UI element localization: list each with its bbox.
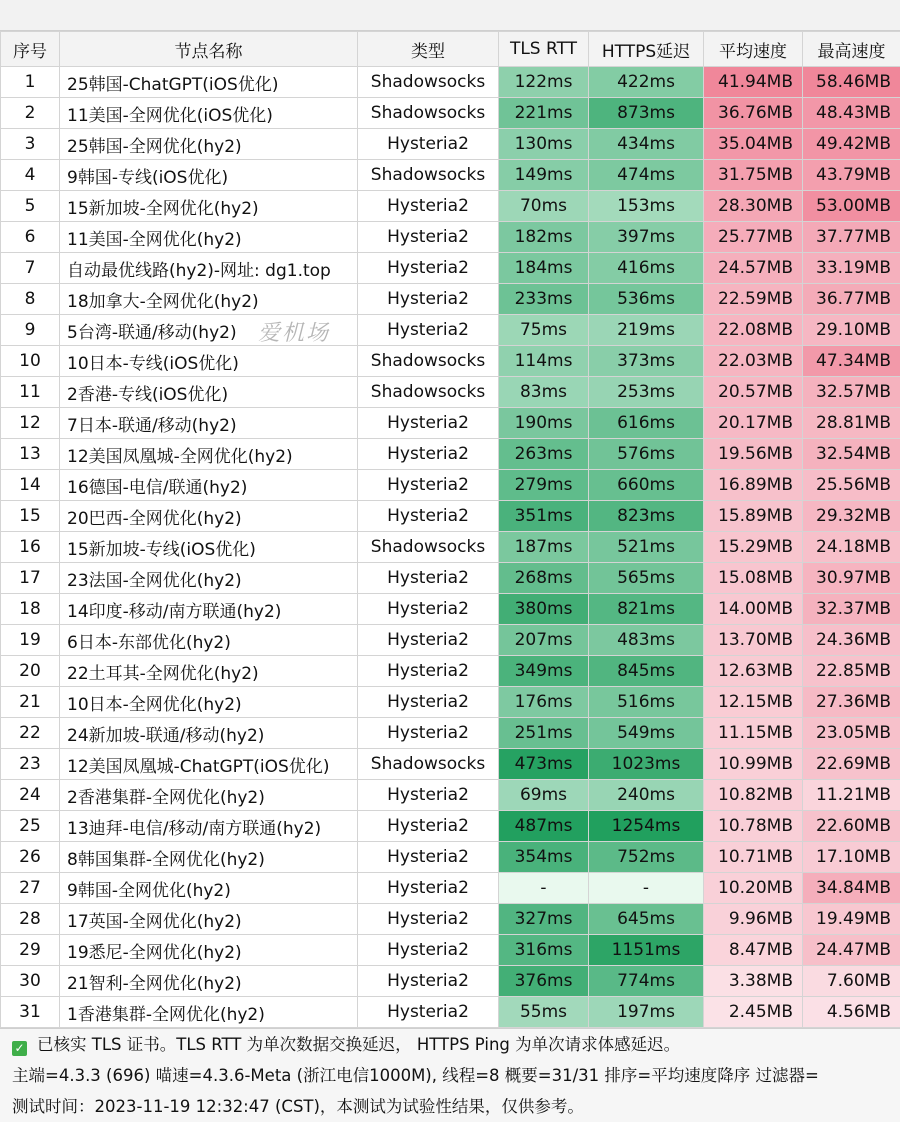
table-row — [1, 966, 900, 997]
tls-rtt-cell: - — [499, 873, 589, 904]
max-speed-cell: 33.19MB — [803, 253, 900, 284]
node-type: Hysteria2 — [358, 656, 499, 687]
node-index: 10 — [1, 346, 60, 377]
avg-speed-cell: 2.45MB — [704, 997, 803, 1028]
header-name: 节点名称 — [60, 32, 358, 67]
tls-rtt-cell: 190ms — [499, 408, 589, 439]
avg-speed-cell: 10.99MB — [704, 749, 803, 780]
node-type: Hysteria2 — [358, 935, 499, 966]
max-speed-cell: 19.49MB — [803, 904, 900, 935]
header-type: 类型 — [358, 32, 499, 67]
tls-rtt-cell: 279ms — [499, 470, 589, 501]
max-speed-cell: 34.84MB — [803, 873, 900, 904]
https-latency-cell: 1151ms — [589, 935, 704, 966]
tls-rtt-cell: 487ms — [499, 811, 589, 842]
https-latency-cell: 240ms — [589, 780, 704, 811]
table-body — [1, 67, 900, 1028]
node-type: Hysteria2 — [358, 470, 499, 501]
avg-speed-cell: 15.08MB — [704, 563, 803, 594]
node-index: 26 — [1, 842, 60, 873]
max-speed-cell: 49.42MB — [803, 129, 900, 160]
table-row — [1, 346, 900, 377]
https-latency-cell: 521ms — [589, 532, 704, 563]
node-name: 10日本-全网优化(hy2) — [60, 687, 358, 718]
tls-rtt-cell: 251ms — [499, 718, 589, 749]
tls-rtt-cell: 83ms — [499, 377, 589, 408]
node-type: Shadowsocks — [358, 749, 499, 780]
https-latency-cell: 576ms — [589, 439, 704, 470]
max-speed-cell: 32.54MB — [803, 439, 900, 470]
table-row — [1, 873, 900, 904]
node-type: Hysteria2 — [358, 191, 499, 222]
node-type: Hysteria2 — [358, 966, 499, 997]
https-latency-cell: 397ms — [589, 222, 704, 253]
tls-rtt-cell: 473ms — [499, 749, 589, 780]
node-name: 6日本-东部优化(hy2) — [60, 625, 358, 656]
avg-speed-cell: 22.03MB — [704, 346, 803, 377]
header-max-speed: 最高速度 — [803, 32, 900, 67]
node-index: 17 — [1, 563, 60, 594]
node-index: 27 — [1, 873, 60, 904]
node-type: Hysteria2 — [358, 563, 499, 594]
node-index: 2 — [1, 98, 60, 129]
tls-rtt-cell: 130ms — [499, 129, 589, 160]
avg-speed-cell: 12.15MB — [704, 687, 803, 718]
header-https-latency: HTTPS延迟 — [589, 32, 704, 67]
node-index: 23 — [1, 749, 60, 780]
max-speed-cell: 58.46MB — [803, 67, 900, 98]
node-name: 12美国凤凰城-全网优化(hy2) — [60, 439, 358, 470]
node-name: 5台湾-联通/移动(hy2) — [60, 315, 358, 346]
node-type: Hysteria2 — [358, 501, 499, 532]
node-type: Hysteria2 — [358, 687, 499, 718]
node-type: Hysteria2 — [358, 222, 499, 253]
table-row — [1, 563, 900, 594]
node-type: Shadowsocks — [358, 98, 499, 129]
node-name: 8韩国集群-全网优化(hy2) — [60, 842, 358, 873]
node-type: Hysteria2 — [358, 842, 499, 873]
node-name: 13迪拜-电信/移动/南方联通(hy2) — [60, 811, 358, 842]
node-type: Hysteria2 — [358, 811, 499, 842]
tls-rtt-cell: 182ms — [499, 222, 589, 253]
node-index: 29 — [1, 935, 60, 966]
max-speed-cell: 28.81MB — [803, 408, 900, 439]
node-index: 4 — [1, 160, 60, 191]
node-name: 10日本-专线(iOS优化) — [60, 346, 358, 377]
tls-rtt-cell: 176ms — [499, 687, 589, 718]
header-avg-speed: 平均速度 — [704, 32, 803, 67]
https-latency-cell: 752ms — [589, 842, 704, 873]
node-type: Hysteria2 — [358, 594, 499, 625]
table-row — [1, 687, 900, 718]
avg-speed-cell: 9.96MB — [704, 904, 803, 935]
tls-rtt-cell: 263ms — [499, 439, 589, 470]
node-type: Shadowsocks — [358, 377, 499, 408]
tls-rtt-cell: 55ms — [499, 997, 589, 1028]
tls-rtt-cell: 149ms — [499, 160, 589, 191]
table-row — [1, 501, 900, 532]
node-index: 7 — [1, 253, 60, 284]
max-speed-cell: 43.79MB — [803, 160, 900, 191]
table-row — [1, 625, 900, 656]
node-index: 12 — [1, 408, 60, 439]
node-name: 22土耳其-全网优化(hy2) — [60, 656, 358, 687]
watermark: 爱机场 — [258, 316, 330, 347]
table-row — [1, 935, 900, 966]
tls-rtt-cell: 114ms — [499, 346, 589, 377]
table-row — [1, 532, 900, 563]
https-latency-cell: 153ms — [589, 191, 704, 222]
node-name: 18加拿大-全网优化(hy2) — [60, 284, 358, 315]
max-speed-cell: 23.05MB — [803, 718, 900, 749]
tls-rtt-cell: 70ms — [499, 191, 589, 222]
avg-speed-cell: 16.89MB — [704, 470, 803, 501]
header-tls-rtt: TLS RTT — [499, 32, 589, 67]
node-index: 28 — [1, 904, 60, 935]
footer-line-tls — [0, 1029, 900, 1060]
node-type: Hysteria2 — [358, 904, 499, 935]
max-speed-cell: 29.10MB — [803, 315, 900, 346]
node-name: 1香港集群-全网优化(hy2) — [60, 997, 358, 1028]
tls-rtt-cell: 316ms — [499, 935, 589, 966]
node-index: 24 — [1, 780, 60, 811]
avg-speed-cell: 10.71MB — [704, 842, 803, 873]
https-latency-cell: 536ms — [589, 284, 704, 315]
node-index: 19 — [1, 625, 60, 656]
checkbox-checked-icon: ✓ — [12, 1041, 27, 1056]
max-speed-cell: 27.36MB — [803, 687, 900, 718]
https-latency-cell: 197ms — [589, 997, 704, 1028]
node-name: 11美国-全网优化(hy2) — [60, 222, 358, 253]
header-row — [1, 32, 900, 67]
avg-speed-cell: 24.57MB — [704, 253, 803, 284]
tls-rtt-cell: 376ms — [499, 966, 589, 997]
avg-speed-cell: 20.57MB — [704, 377, 803, 408]
max-speed-cell: 36.77MB — [803, 284, 900, 315]
max-speed-cell: 22.69MB — [803, 749, 900, 780]
max-speed-cell: 47.34MB — [803, 346, 900, 377]
node-name: 14印度-移动/南方联通(hy2) — [60, 594, 358, 625]
tls-rtt-cell: 69ms — [499, 780, 589, 811]
node-index: 18 — [1, 594, 60, 625]
https-latency-cell: 253ms — [589, 377, 704, 408]
https-latency-cell: 645ms — [589, 904, 704, 935]
https-latency-cell: 434ms — [589, 129, 704, 160]
https-latency-cell: 474ms — [589, 160, 704, 191]
avg-speed-cell: 13.70MB — [704, 625, 803, 656]
table-row — [1, 408, 900, 439]
avg-speed-cell: 10.20MB — [704, 873, 803, 904]
https-latency-cell: 416ms — [589, 253, 704, 284]
node-name: 2香港-专线(iOS优化) — [60, 377, 358, 408]
max-speed-cell: 22.60MB — [803, 811, 900, 842]
https-latency-cell: 516ms — [589, 687, 704, 718]
avg-speed-cell: 3.38MB — [704, 966, 803, 997]
node-name: 19悉尼-全网优化(hy2) — [60, 935, 358, 966]
tls-rtt-cell: 187ms — [499, 532, 589, 563]
node-name: 20巴西-全网优化(hy2) — [60, 501, 358, 532]
avg-speed-cell: 10.82MB — [704, 780, 803, 811]
tls-rtt-cell: 233ms — [499, 284, 589, 315]
https-latency-cell: 821ms — [589, 594, 704, 625]
tls-rtt-cell: 349ms — [499, 656, 589, 687]
node-name: 自动最优线路(hy2)-网址: dg1.top — [60, 253, 358, 284]
node-index: 14 — [1, 470, 60, 501]
node-type: Hysteria2 — [358, 780, 499, 811]
node-index: 15 — [1, 501, 60, 532]
tls-rtt-cell: 268ms — [499, 563, 589, 594]
max-speed-cell: 17.10MB — [803, 842, 900, 873]
tls-rtt-cell: 380ms — [499, 594, 589, 625]
avg-speed-cell: 31.75MB — [704, 160, 803, 191]
avg-speed-cell: 11.15MB — [704, 718, 803, 749]
table-row — [1, 718, 900, 749]
table-row — [1, 811, 900, 842]
max-speed-cell: 32.57MB — [803, 377, 900, 408]
node-index: 25 — [1, 811, 60, 842]
tls-rtt-cell: 221ms — [499, 98, 589, 129]
node-index: 21 — [1, 687, 60, 718]
node-name: 17英国-全网优化(hy2) — [60, 904, 358, 935]
table-row — [1, 780, 900, 811]
avg-speed-cell: 22.59MB — [704, 284, 803, 315]
https-latency-cell: 1254ms — [589, 811, 704, 842]
table-row — [1, 160, 900, 191]
tls-rtt-cell: 122ms — [499, 67, 589, 98]
table-row — [1, 253, 900, 284]
node-name: 21智利-全网优化(hy2) — [60, 966, 358, 997]
avg-speed-cell: 8.47MB — [704, 935, 803, 966]
node-type: Hysteria2 — [358, 408, 499, 439]
node-type: Hysteria2 — [358, 315, 499, 346]
node-type: Hysteria2 — [358, 873, 499, 904]
footer — [0, 1028, 900, 1122]
max-speed-cell: 37.77MB — [803, 222, 900, 253]
table-row — [1, 749, 900, 780]
max-speed-cell: 29.32MB — [803, 501, 900, 532]
tls-rtt-cell: 184ms — [499, 253, 589, 284]
max-speed-cell: 32.37MB — [803, 594, 900, 625]
max-speed-cell: 24.47MB — [803, 935, 900, 966]
table-row — [1, 439, 900, 470]
avg-speed-cell: 10.78MB — [704, 811, 803, 842]
footer-line-time: 测试时间：2023-11-19 12:32:47 (CST)，本测试为试验性结果，仅供参考。 — [0, 1091, 900, 1122]
node-name: 11美国-全网优化(iOS优化) — [60, 98, 358, 129]
avg-speed-cell: 15.89MB — [704, 501, 803, 532]
max-speed-cell: 53.00MB — [803, 191, 900, 222]
header-idx: 序号 — [1, 32, 60, 67]
max-speed-cell: 22.85MB — [803, 656, 900, 687]
https-latency-cell: 873ms — [589, 98, 704, 129]
node-name: 9韩国-专线(iOS优化) — [60, 160, 358, 191]
https-latency-cell: 1023ms — [589, 749, 704, 780]
avg-speed-cell: 28.30MB — [704, 191, 803, 222]
avg-speed-cell: 14.00MB — [704, 594, 803, 625]
avg-speed-cell: 20.17MB — [704, 408, 803, 439]
table-row — [1, 997, 900, 1028]
https-latency-cell: 823ms — [589, 501, 704, 532]
max-speed-cell: 11.21MB — [803, 780, 900, 811]
node-index: 6 — [1, 222, 60, 253]
node-index: 30 — [1, 966, 60, 997]
node-type: Shadowsocks — [358, 67, 499, 98]
avg-speed-cell: 35.04MB — [704, 129, 803, 160]
table-row — [1, 470, 900, 501]
node-index: 11 — [1, 377, 60, 408]
node-type: Hysteria2 — [358, 284, 499, 315]
https-latency-cell: 774ms — [589, 966, 704, 997]
tls-rtt-cell: 327ms — [499, 904, 589, 935]
node-name: 7日本-联通/移动(hy2) — [60, 408, 358, 439]
max-speed-cell: 7.60MB — [803, 966, 900, 997]
node-index: 16 — [1, 532, 60, 563]
footer-tls-note: 已核实 TLS 证书。TLS RTT 为单次数据交换延迟， HTTPS Ping 为单次请求体感延迟。 — [37, 1035, 680, 1054]
avg-speed-cell: 36.76MB — [704, 98, 803, 129]
tls-rtt-cell: 75ms — [499, 315, 589, 346]
https-latency-cell: 660ms — [589, 470, 704, 501]
avg-speed-cell: 41.94MB — [704, 67, 803, 98]
node-name: 15新加坡-全网优化(hy2) — [60, 191, 358, 222]
tls-rtt-cell: 354ms — [499, 842, 589, 873]
https-latency-cell: 483ms — [589, 625, 704, 656]
https-latency-cell: 616ms — [589, 408, 704, 439]
node-index: 20 — [1, 656, 60, 687]
tls-rtt-cell: 207ms — [499, 625, 589, 656]
table-row — [1, 67, 900, 98]
table-row — [1, 98, 900, 129]
max-speed-cell: 48.43MB — [803, 98, 900, 129]
table-row — [1, 377, 900, 408]
node-name: 25韩国-ChatGPT(iOS优化) — [60, 67, 358, 98]
avg-speed-cell: 12.63MB — [704, 656, 803, 687]
table-row — [1, 315, 900, 346]
node-name: 16德国-电信/联通(hy2) — [60, 470, 358, 501]
avg-speed-cell: 15.29MB — [704, 532, 803, 563]
avg-speed-cell: 25.77MB — [704, 222, 803, 253]
table-row — [1, 222, 900, 253]
node-index: 1 — [1, 67, 60, 98]
max-speed-cell: 30.97MB — [803, 563, 900, 594]
avg-speed-cell: 19.56MB — [704, 439, 803, 470]
node-index: 31 — [1, 997, 60, 1028]
table-row — [1, 191, 900, 222]
max-speed-cell: 25.56MB — [803, 470, 900, 501]
top-bar — [0, 0, 900, 31]
node-index: 22 — [1, 718, 60, 749]
node-name: 24新加坡-联通/移动(hy2) — [60, 718, 358, 749]
https-latency-cell: - — [589, 873, 704, 904]
footer-line-config: 主端=4.3.3 (696) 喵速=4.3.6-Meta (浙江电信1000M), 线程=8 概要=31/31 排序=平均速度降序 过滤器= — [0, 1060, 900, 1091]
node-name: 23法国-全网优化(hy2) — [60, 563, 358, 594]
node-type: Hysteria2 — [358, 253, 499, 284]
max-speed-cell: 4.56MB — [803, 997, 900, 1028]
node-index: 8 — [1, 284, 60, 315]
node-name: 15新加坡-专线(iOS优化) — [60, 532, 358, 563]
table-row — [1, 904, 900, 935]
node-type: Hysteria2 — [358, 439, 499, 470]
node-index: 3 — [1, 129, 60, 160]
table-row — [1, 129, 900, 160]
node-type: Hysteria2 — [358, 997, 499, 1028]
table-row — [1, 594, 900, 625]
node-index: 13 — [1, 439, 60, 470]
speed-test-table — [0, 31, 900, 1028]
node-index: 5 — [1, 191, 60, 222]
max-speed-cell: 24.36MB — [803, 625, 900, 656]
avg-speed-cell: 22.08MB — [704, 315, 803, 346]
https-latency-cell: 845ms — [589, 656, 704, 687]
table-row — [1, 842, 900, 873]
node-type: Hysteria2 — [358, 625, 499, 656]
https-latency-cell: 549ms — [589, 718, 704, 749]
node-index: 9 — [1, 315, 60, 346]
node-name: 2香港集群-全网优化(hy2) — [60, 780, 358, 811]
tls-rtt-cell: 351ms — [499, 501, 589, 532]
https-latency-cell: 422ms — [589, 67, 704, 98]
node-type: Shadowsocks — [358, 532, 499, 563]
node-name: 9韩国-全网优化(hy2) — [60, 873, 358, 904]
node-type: Shadowsocks — [358, 160, 499, 191]
node-type: Shadowsocks — [358, 346, 499, 377]
https-latency-cell: 373ms — [589, 346, 704, 377]
https-latency-cell: 219ms — [589, 315, 704, 346]
node-type: Hysteria2 — [358, 718, 499, 749]
https-latency-cell: 565ms — [589, 563, 704, 594]
node-name: 25韩国-全网优化(hy2) — [60, 129, 358, 160]
node-name: 12美国凤凰城-ChatGPT(iOS优化) — [60, 749, 358, 780]
max-speed-cell: 24.18MB — [803, 532, 900, 563]
table-row — [1, 284, 900, 315]
table-row — [1, 656, 900, 687]
node-type: Hysteria2 — [358, 129, 499, 160]
